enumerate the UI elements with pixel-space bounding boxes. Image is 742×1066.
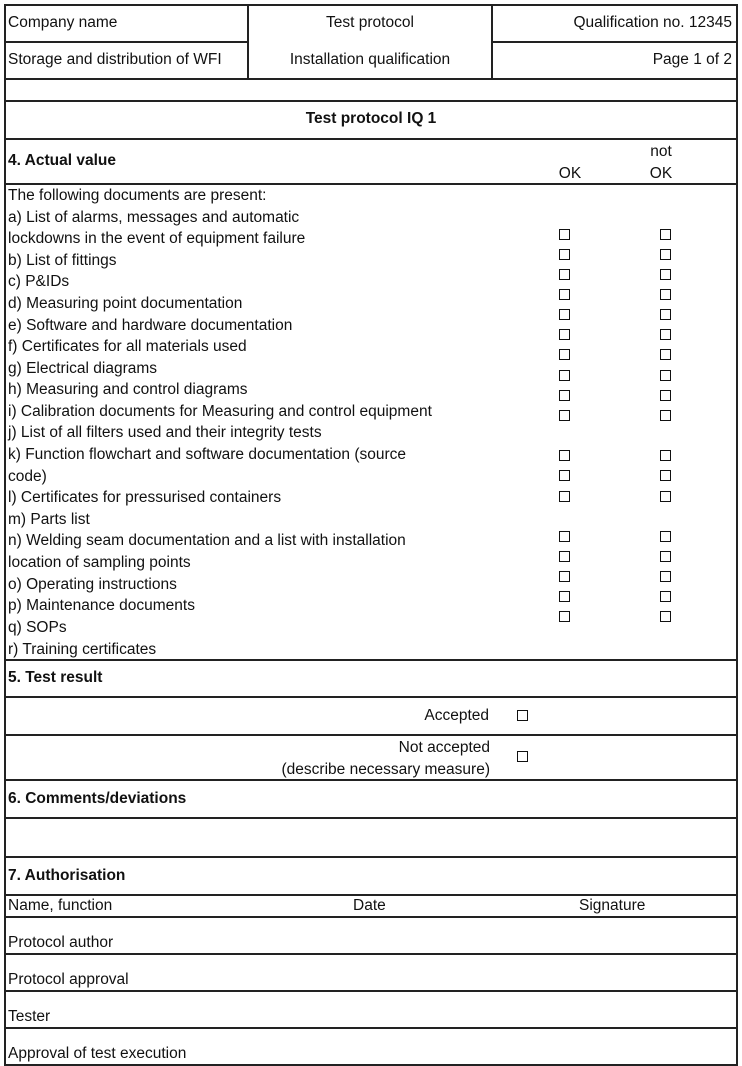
col-not-ok-top: not (650, 143, 672, 160)
col-not-ok-bottom: OK (649, 165, 673, 182)
ok-checkbox[interactable] (559, 370, 570, 381)
ok-checkbox[interactable] (559, 551, 570, 562)
not-ok-checkbox[interactable] (660, 591, 671, 602)
doc-line: o) Operating instructions (8, 576, 177, 593)
actual-value-heading: 4. Actual value (8, 152, 116, 169)
doc-line: j) List of all filters used and their integrity tests (8, 424, 322, 441)
doc-line: a) List of alarms, messages and automatic (8, 209, 300, 226)
comments-field[interactable] (6, 819, 736, 856)
ok-checkbox[interactable] (559, 491, 570, 502)
doc-line: location of sampling points (8, 554, 191, 571)
auth-row-label: Protocol author (8, 934, 114, 951)
accepted-label: Accepted (424, 707, 489, 724)
doc-line: n) Welding seam documentation and a list with installation (8, 532, 406, 549)
not-ok-checkbox[interactable] (660, 571, 671, 582)
not-ok-checkbox[interactable] (660, 491, 671, 502)
ok-checkbox[interactable] (559, 249, 570, 260)
ok-checkbox[interactable] (559, 349, 570, 360)
doc-line: h) Measuring and control diagrams (8, 381, 248, 398)
comments-heading: 6. Comments/deviations (8, 790, 187, 807)
not-ok-checkbox[interactable] (660, 450, 671, 461)
documents-intro: The following documents are present: (8, 187, 267, 204)
doc-line: lockdowns in the event of equipment failure (8, 230, 306, 247)
col-signature: Signature (579, 897, 646, 914)
not-ok-checkbox[interactable] (660, 470, 671, 481)
not-ok-checkbox[interactable] (660, 370, 671, 381)
doc-line: c) P&IDs (8, 273, 70, 290)
not-accepted-label: Not accepted (398, 739, 490, 756)
accepted-checkbox[interactable] (517, 710, 528, 721)
auth-row-label: Tester (8, 1008, 51, 1025)
page-title: Test protocol IQ 1 (305, 110, 437, 127)
doc-line: b) List of fittings (8, 252, 117, 269)
not-ok-checkbox[interactable] (660, 611, 671, 622)
ok-checkbox[interactable] (559, 531, 570, 542)
col-ok: OK (558, 165, 582, 182)
ok-checkbox[interactable] (559, 390, 570, 401)
ok-checkbox[interactable] (559, 289, 570, 300)
ok-checkbox[interactable] (559, 591, 570, 602)
test-result-heading: 5. Test result (8, 669, 103, 686)
company-name: Company name (8, 14, 118, 31)
ok-checkbox[interactable] (559, 269, 570, 280)
ok-checkbox[interactable] (559, 611, 570, 622)
doc-line: f) Certificates for all materials used (8, 338, 247, 355)
doc-line: q) SOPs (8, 619, 67, 636)
doc-line: r) Training certificates (8, 641, 157, 658)
not-ok-checkbox[interactable] (660, 410, 671, 421)
auth-row-label: Protocol approval (8, 971, 129, 988)
col-name-function: Name, function (8, 897, 113, 914)
not-accepted-checkbox[interactable] (517, 751, 528, 762)
not-ok-checkbox[interactable] (660, 531, 671, 542)
not-ok-checkbox[interactable] (660, 229, 671, 240)
page-number: Page 1 of 2 (652, 51, 732, 68)
doc-line: k) Function flowchart and software documentation (source (8, 446, 407, 463)
doc-line: e) Software and hardware documentation (8, 317, 293, 334)
not-ok-checkbox[interactable] (660, 289, 671, 300)
doc-line: code) (8, 468, 47, 485)
doc-line: d) Measuring point documentation (8, 295, 243, 312)
ok-checkbox[interactable] (559, 309, 570, 320)
ok-checkbox[interactable] (559, 410, 570, 421)
ok-checkbox[interactable] (559, 329, 570, 340)
authorisation-heading: 7. Authorisation (8, 867, 126, 884)
auth-row-label: Approval of test execution (8, 1045, 187, 1062)
not-ok-checkbox[interactable] (660, 551, 671, 562)
not-ok-checkbox[interactable] (660, 390, 671, 401)
doc-line: i) Calibration documents for Measuring and control equipment (8, 403, 432, 420)
qualification-type: Installation qualification (289, 51, 451, 68)
doc-line: g) Electrical diagrams (8, 360, 158, 377)
doc-line: p) Maintenance documents (8, 597, 195, 614)
system-name: Storage and distribution of WFI (8, 51, 222, 68)
doc-line: l) Certificates for pressurised containers (8, 489, 282, 506)
qualification-number: Qualification no. 12345 (573, 14, 732, 31)
not-accepted-note: (describe necessary measure) (281, 761, 490, 778)
not-ok-checkbox[interactable] (660, 329, 671, 340)
col-date: Date (353, 897, 386, 914)
not-ok-checkbox[interactable] (660, 349, 671, 360)
doc-line: m) Parts list (8, 511, 90, 528)
not-ok-checkbox[interactable] (660, 309, 671, 320)
ok-checkbox[interactable] (559, 571, 570, 582)
not-ok-checkbox[interactable] (660, 269, 671, 280)
not-ok-checkbox[interactable] (660, 249, 671, 260)
ok-checkbox[interactable] (559, 450, 570, 461)
ok-checkbox[interactable] (559, 470, 570, 481)
protocol-type: Test protocol (326, 14, 414, 31)
ok-checkbox[interactable] (559, 229, 570, 240)
